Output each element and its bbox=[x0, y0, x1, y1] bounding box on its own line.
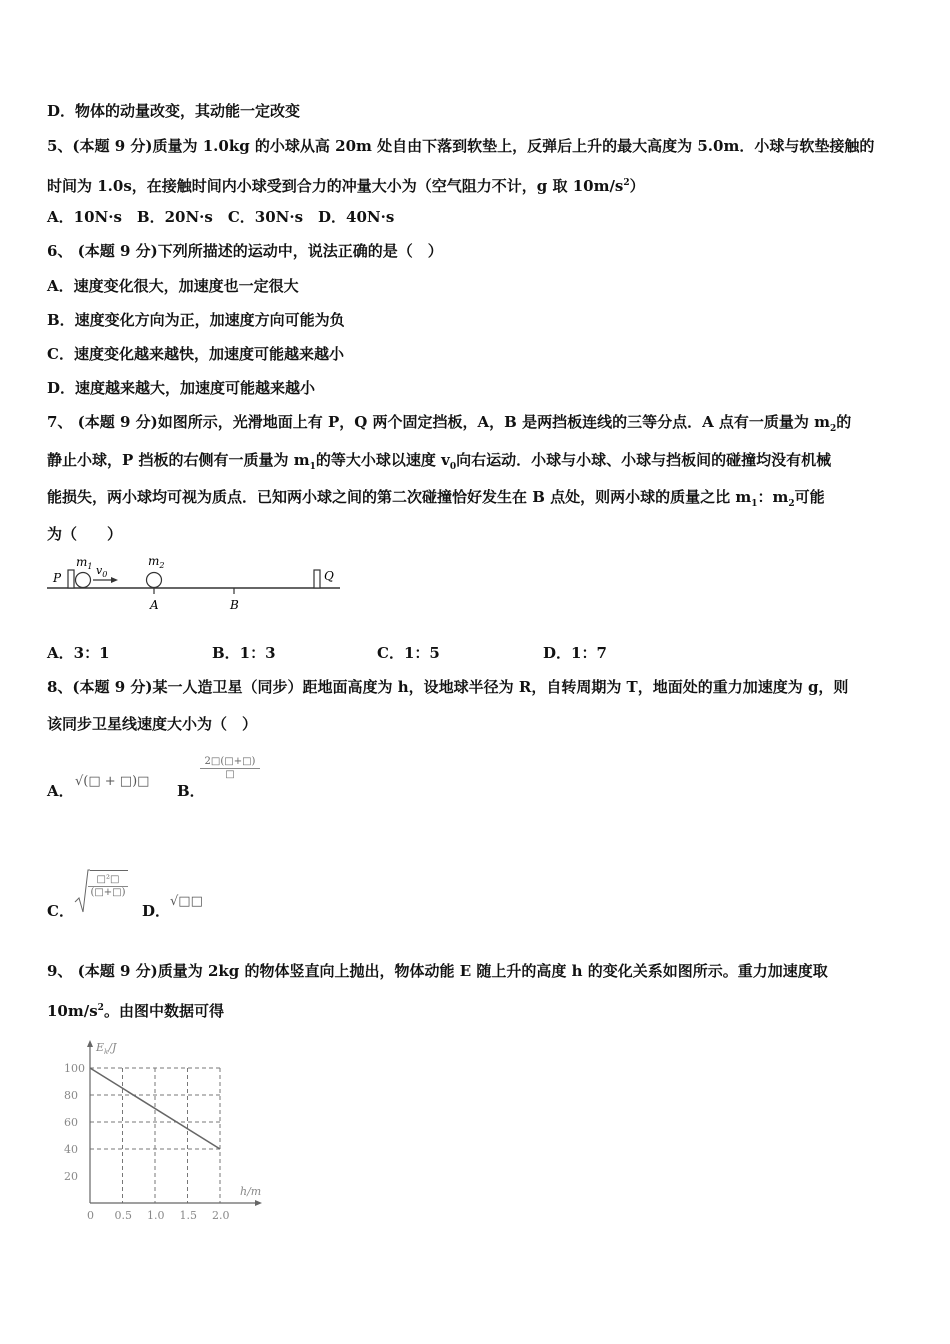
q7-text-5: 向右运动．小球与小球、小球与挡板间的碰撞均没有机械 bbox=[456, 451, 832, 469]
q7-text-3: 静止小球，P 挡板的右侧有一质量为 m bbox=[47, 451, 310, 469]
q7-stem-line1 bbox=[47, 412, 851, 439]
q4-option-d: D．物体的动量改变，其动能一定改变 bbox=[47, 102, 301, 120]
y-tick-label-1: 40 bbox=[64, 1143, 78, 1156]
label-v0 bbox=[96, 564, 107, 579]
y-tick-label-3: 80 bbox=[64, 1089, 78, 1102]
q8-stem-line2: 该同步卫星线速度大小为（ ） bbox=[47, 715, 258, 733]
q5-stem-line2 bbox=[47, 173, 645, 196]
q8-stem-line1: 8、(本题 9 分)某一人造卫星（同步）距地面高度为 h，设地球半径为 R，自转周期为 T，地面处的重力加速度为 g，则 bbox=[47, 678, 849, 696]
q8-option-b-den: □ bbox=[225, 769, 235, 780]
q9-text-2: 。由图中数据可得 bbox=[103, 1002, 224, 1020]
q7-sub-1: 2 bbox=[830, 424, 837, 434]
label-v0-sub: 0 bbox=[102, 570, 108, 579]
q8-option-c-fraction bbox=[88, 874, 128, 898]
x-tick-label-1: 0.5 bbox=[114, 1209, 132, 1222]
q6-stem: 6、 (本题 9 分)下列所描述的运动中，说法正确的是（ ） bbox=[47, 242, 443, 260]
q7-text-7: ：m bbox=[757, 488, 789, 506]
x-tick-label-2: 1.0 bbox=[147, 1209, 165, 1222]
q7-sub-4: 1 bbox=[751, 499, 758, 509]
label-a: A bbox=[150, 598, 159, 612]
q8-option-b-fraction bbox=[200, 756, 260, 780]
label-m1-sub: 1 bbox=[87, 562, 93, 571]
y-tick-label-2: 60 bbox=[64, 1116, 78, 1129]
plate-q bbox=[314, 570, 320, 588]
x-tick-label-3: 1.5 bbox=[179, 1209, 197, 1222]
q9-ek-chart bbox=[58, 1035, 268, 1225]
q5-stem-line1: 5、(本题 9 分)质量为 1.0kg 的小球从高 20m 处自由下落到软垫上，反弹后上升的最大高度为 5.0m．小球与软垫接触的 bbox=[47, 137, 875, 155]
q7-stem-line2 bbox=[47, 450, 831, 477]
q7-text-4: 的等大小球以速度 v bbox=[315, 451, 450, 469]
q9-sup: 2 bbox=[97, 1003, 104, 1013]
q9-stem-line2 bbox=[47, 998, 224, 1021]
q8-option-c-den: (□+□) bbox=[90, 887, 126, 898]
q5-sup: 2 bbox=[623, 178, 630, 188]
q9-text-1: 10m/s bbox=[47, 1002, 98, 1020]
velocity-arrowhead bbox=[111, 577, 118, 583]
q7-text-8: 可能 bbox=[794, 488, 825, 506]
series-line-ek bbox=[90, 1068, 220, 1149]
y-axis-label-main: E bbox=[96, 1041, 105, 1054]
q8-option-d-formula: √□□ bbox=[170, 894, 203, 909]
q8-option-c-label: C． bbox=[47, 902, 74, 920]
y-axis-arrow bbox=[87, 1040, 93, 1047]
plate-p bbox=[68, 570, 74, 588]
x-tick-label-0: 0 bbox=[87, 1209, 94, 1222]
q7-stem-line4: 为（ ） bbox=[47, 525, 123, 543]
q7-text-2: 的 bbox=[836, 413, 852, 431]
q7-sub-3: 0 bbox=[449, 462, 457, 472]
q7-option-b: B．1：3 bbox=[212, 644, 276, 662]
x-axis-label: h/m bbox=[240, 1185, 262, 1198]
q8-option-b-label: B． bbox=[177, 782, 205, 800]
q9-stem-line1: 9、 (本题 9 分)质量为 2kg 的物体竖直向上抛出，物体动能 E 随上升的高度 h 的变化关系如图所示。重力加速度取 bbox=[47, 962, 828, 980]
label-m2-sub: 2 bbox=[159, 561, 165, 570]
q7-figure bbox=[44, 552, 344, 614]
x-tick-label-4: 2.0 bbox=[212, 1209, 230, 1222]
ball-m1 bbox=[76, 573, 91, 588]
q6-option-d: D．速度越来越大，加速度可能越来越小 bbox=[47, 379, 316, 397]
q5-stem-end: ） bbox=[629, 177, 645, 195]
label-m2 bbox=[148, 554, 164, 570]
q8-option-c-num: □²□ bbox=[88, 874, 128, 887]
q7-stem-line3 bbox=[47, 487, 825, 514]
y-axis-label-unit: /J bbox=[108, 1041, 117, 1054]
q7-text-1: 7、 (本题 9 分)如图所示，光滑地面上有 P，Q 两个固定挡板，A，B 是两挡板连线的三等分点．A 点有一质量为 m bbox=[47, 413, 831, 431]
label-m1 bbox=[76, 555, 92, 571]
q7-option-a: A．3：1 bbox=[47, 644, 110, 662]
q5-stem-text: 时间为 1.0s，在接触时间内小球受到合力的冲量大小为（空气阻力不计，g 取 10m/s bbox=[47, 177, 624, 195]
x-axis-arrow bbox=[255, 1200, 262, 1206]
q7-text-6: 能损失，两小球均可视为质点．已知两小球之间的第二次碰撞恰好发生在 B 点处，则两小球的质量之比 m bbox=[47, 488, 752, 506]
q6-option-b: B．速度变化方向为正，加速度方向可能为负 bbox=[47, 311, 345, 329]
q7-sub-5: 2 bbox=[788, 499, 795, 509]
q6-option-c: C．速度变化越来越快，加速度可能越来越小 bbox=[47, 345, 344, 363]
q8-option-a-label: A． bbox=[47, 782, 74, 800]
y-axis-label bbox=[95, 1041, 117, 1056]
label-m1-main: m bbox=[76, 555, 88, 569]
label-m2-main: m bbox=[148, 554, 160, 568]
q8-option-a-formula: √(□ + □)□ bbox=[75, 774, 150, 789]
q7-sub-2: 1 bbox=[309, 462, 316, 472]
q7-option-c: C．1：5 bbox=[377, 644, 440, 662]
label-p: P bbox=[53, 571, 62, 585]
label-b: B bbox=[230, 598, 239, 612]
y-axis-label-sub: k bbox=[104, 1048, 109, 1056]
y-tick-label-0: 20 bbox=[64, 1170, 78, 1183]
q8-option-c-formula bbox=[74, 868, 128, 914]
q6-option-a: A．速度变化很大，加速度也一定很大 bbox=[47, 277, 299, 295]
q7-option-d: D．1：7 bbox=[543, 644, 607, 662]
label-q: Q bbox=[324, 569, 334, 583]
y-tick-label-4: 100 bbox=[64, 1062, 85, 1075]
label-v0-main: v bbox=[96, 564, 103, 577]
q8-option-b-num: 2□(□+□) bbox=[200, 756, 260, 769]
q8-option-d-label: D． bbox=[142, 902, 171, 920]
ball-m2 bbox=[147, 573, 162, 588]
q5-options: A．10N·s B．20N·s C．30N·s D．40N·s bbox=[47, 208, 395, 226]
